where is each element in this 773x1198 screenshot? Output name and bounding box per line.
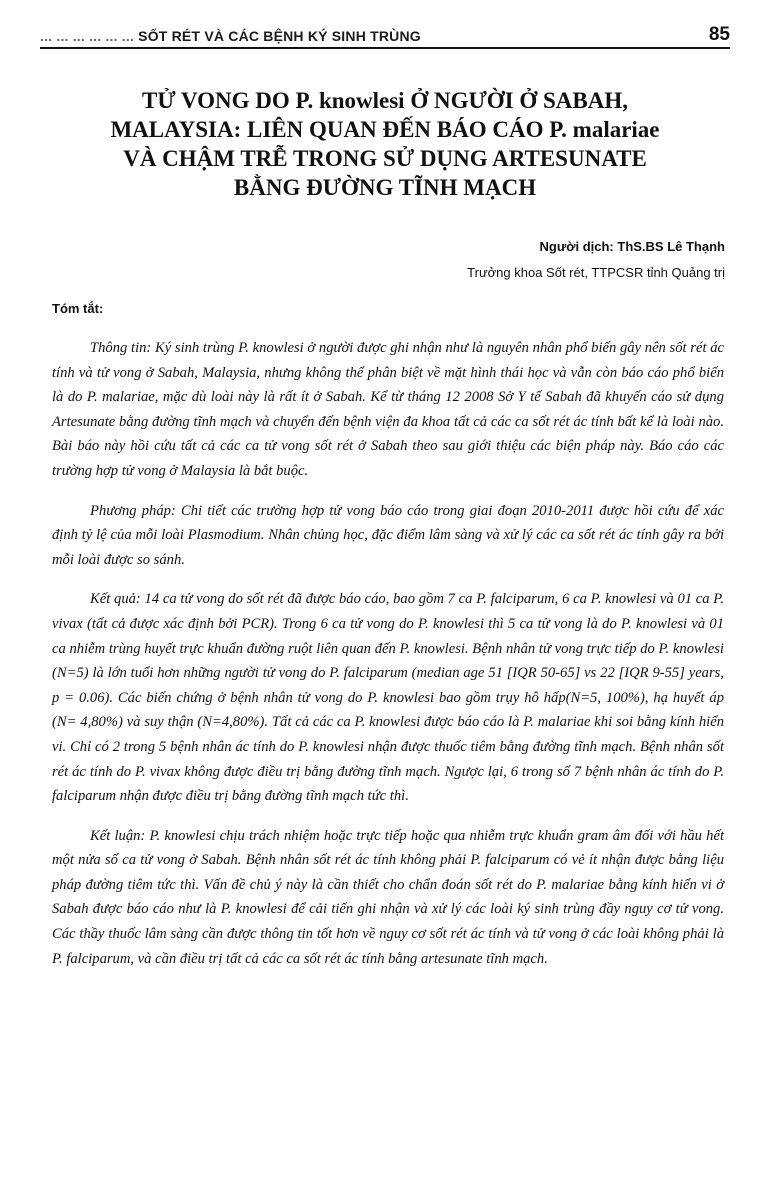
title-line-2: MALAYSIA: LIÊN QUAN ĐẾN BÁO CÁO P. malariae: [110, 117, 660, 142]
translator-name: Người dịch: ThS.BS Lê Thạnh: [539, 239, 725, 254]
journal-title-faded: ... ... ... ... ... ...: [40, 28, 135, 44]
title-line-3: VÀ CHẬM TRỄ TRONG SỬ DỤNG ARTESUNATE: [123, 146, 647, 171]
abstract-body: [52, 336, 724, 971]
running-header: [40, 24, 730, 46]
header-rule: [40, 47, 730, 49]
page-number: 85: [708, 24, 730, 45]
title-line-1: TỬ VONG DO P. knowlesi Ở NGƯỜI Ở SABAH,: [141, 88, 628, 113]
paragraph-methods: Phương pháp: Chi tiết các trường hợp tử vong báo cáo trong giai đoạn 2010-2011 được hồi cứu để xác định tỷ lệ của mỗi loài Plasmodium. Nhân chủng học, đặc điểm lâm sàng và xử lý các ca sốt rét ác tính gây ra bởi mỗi loài được so sánh.: [52, 502, 724, 568]
paragraph-results: Kết quả: 14 ca tử vong do sốt rét đã được báo cáo, bao gồm 7 ca P. falciparum, 6 ca P. knowlesi và 01 ca P. vivax (tất cả được xác định bởi PCR). Trong 6 ca tử vong do P. knowlesi thì 5 ca tử vong là do P. knowlesi và 01 ca nhiễm trùng huyết trực khuẩn đường ruột liên quan đến P. knowlesi. Bệnh nhân tử vong trực tiếp do P. knowlesi (N=5) là lớn tuổi hơn những người tử vong do P. falciparum (median age 51 [IQR 50-65] vs 22 [IQR 9-55] years, p = 0.06). Các biến chứng ở bệnh nhân tử vong do P. knowlesi bao gồm trụy hô hấp(N=5, 100%), hạ huyết áp (N= 4,80%) và suy thận (N=4,80%). Tất cả các ca P. knowlesi được báo cáo là P. malariae khi soi bằng kính hiển vi. Chỉ có 2 trong 5 bệnh nhân ác tính do P. knowlesi nhận được thuốc tiêm bằng đường tĩnh mạch. Bệnh nhân sốt rét ác tính do P. vivax không được điều trị bằng đường tĩnh mạch. Ngược lại, 6 trong số 7 bệnh nhân ác tính do P. falciparum nhận được điều trị bằng đường tĩnh mạch tức thì.: [52, 591, 724, 805]
journal-title: [40, 28, 421, 44]
journal-title-text: SỐT RÉT VÀ CÁC BỆNH KÝ SINH TRÙNG: [138, 28, 421, 44]
paragraph-conclusion: Kết luận: P. knowlesi chịu trách nhiệm hoặc trực tiếp hoặc qua nhiễm trực khuẩn gram âm đối với hầu hết một nửa số ca tử vong ở Sabah. Bệnh nhân sốt rét ác tính không phải P. falciparum có vẻ ít nhận được bằng liệu pháp đường tiêm tức thì. Vấn đề chủ ý này là cần thiết cho chẩn đoán sốt rét do P. malariae bằng kính hiển vi ở Sabah được báo cáo như là P. knowlesi để cải tiến ghi nhận và xử lý các loài ký sinh trùng đầy nguy cơ tử vong. Các thầy thuốc lâm sàng cần được thông tin tốt hơn về nguy cơ sốt rét ác tính và tử vong ở các loài không phải là P. falciparum, và cần điều trị tất cả các ca sốt rét ác tính bằng artesunate tĩnh mạch.: [52, 827, 724, 967]
paragraph-background: Thông tin: Ký sinh trùng P. knowlesi ở người được ghi nhận như là nguyên nhân phổ biến gây nên sốt rét ác tính và tử vong ở Sabah, Malaysia, nhưng không thể phân biệt về mặt hình thái học và vẫn còn báo cáo phổ biến là do P. malariae, mặc dù loài này là rất ít ở Sabah. Kể từ tháng 12 2008 Sở Y tế Sabah đã khuyến cáo sử dụng Artesunate bằng đường tĩnh mạch và chuyển đến bệnh viện đa khoa tất cả các ca sốt rét ác tính bất kể là loài nào. Bài báo này hồi cứu tất cả các ca tử vong sốt rét ở Sabah theo sau giới thiệu các biện pháp này. Báo cáo các trường hợp tử vong ở Malaysia là bắt buộc.: [52, 340, 724, 479]
translator-block: [467, 234, 725, 286]
article-title: [60, 86, 710, 202]
translator-affiliation: Trưởng khoa Sốt rét, TTPCSR tỉnh Quảng trị: [467, 265, 725, 280]
abstract-heading: Tóm tắt:: [52, 301, 104, 316]
title-line-4: BẰNG ĐƯỜNG TĨNH MẠCH: [233, 175, 537, 200]
